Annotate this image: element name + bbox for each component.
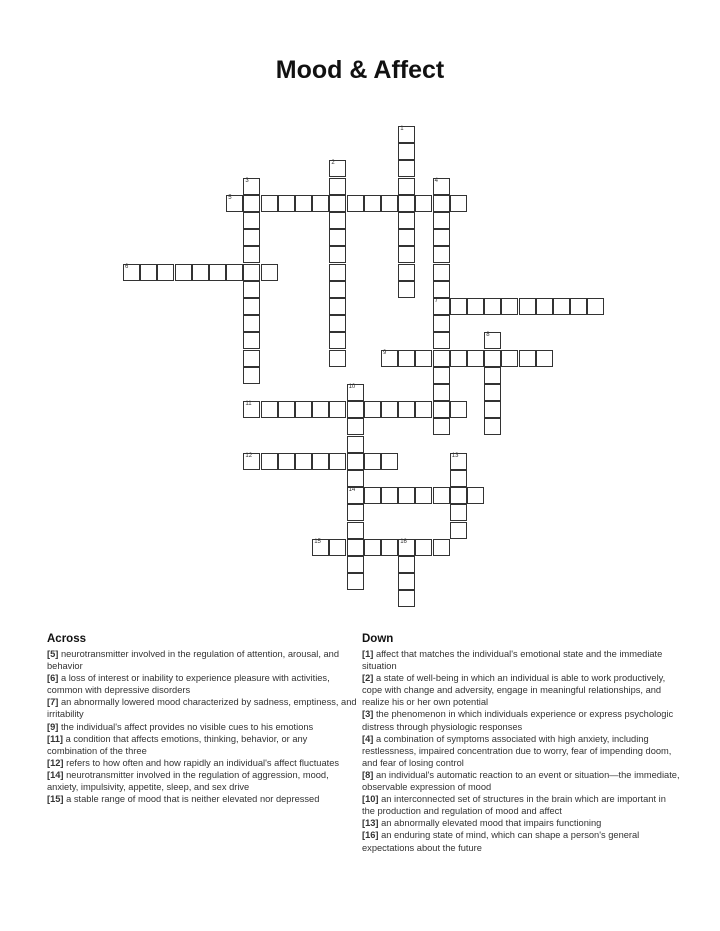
crossword-cell[interactable] (175, 264, 192, 281)
crossword-cell[interactable] (329, 264, 346, 281)
crossword-cell[interactable] (347, 573, 364, 590)
crossword-cell[interactable] (501, 298, 518, 315)
crossword-cell[interactable] (398, 590, 415, 607)
clue-number: [8] (362, 769, 374, 780)
crossword-cell[interactable] (329, 160, 346, 177)
crossword-cell[interactable] (415, 350, 432, 367)
crossword-cell[interactable] (312, 539, 329, 556)
crossword-cell[interactable] (329, 539, 346, 556)
crossword-cell[interactable] (433, 315, 450, 332)
crossword-cell[interactable] (381, 453, 398, 470)
crossword-cell[interactable] (398, 212, 415, 229)
crossword-cell[interactable] (140, 264, 157, 281)
crossword-cell[interactable] (347, 384, 364, 401)
cell-number: 16 (400, 538, 407, 545)
crossword-cell[interactable] (192, 264, 209, 281)
crossword-cell[interactable] (329, 350, 346, 367)
across-clue (47, 672, 359, 696)
clue-number: [1] (362, 649, 374, 659)
crossword-cell[interactable] (536, 298, 553, 315)
crossword-cell[interactable] (398, 264, 415, 281)
crossword-cell[interactable] (243, 264, 260, 281)
crossword-cell[interactable] (519, 298, 536, 315)
clue-text: a stable range of mood that is neither elevated nor depressed (63, 794, 320, 805)
crossword-cell[interactable] (243, 315, 260, 332)
crossword-cell[interactable] (553, 298, 570, 315)
crossword-cell[interactable] (484, 350, 501, 367)
crossword-cell[interactable] (261, 453, 278, 470)
crossword-cell[interactable] (450, 487, 467, 504)
across-clue (47, 757, 359, 769)
crossword-cell[interactable] (433, 281, 450, 298)
crossword-cell[interactable] (433, 298, 450, 315)
crossword-cell[interactable] (329, 212, 346, 229)
crossword-cell[interactable] (329, 298, 346, 315)
crossword-cell[interactable] (450, 298, 467, 315)
crossword-cell[interactable] (381, 350, 398, 367)
crossword-cell[interactable] (484, 401, 501, 418)
across-clue (47, 696, 359, 720)
clue-number: [10] (362, 794, 379, 805)
crossword-cell[interactable] (243, 401, 260, 418)
crossword-cell[interactable] (312, 195, 329, 212)
crossword-cell[interactable] (243, 246, 260, 263)
crossword-cell[interactable] (347, 436, 364, 453)
clue-number: [2] (362, 673, 374, 684)
crossword-cell[interactable] (570, 298, 587, 315)
crossword-cell[interactable] (347, 556, 364, 573)
crossword-cell[interactable] (467, 350, 484, 367)
crossword-cell[interactable] (243, 367, 260, 384)
clue-number: [14] (47, 769, 64, 780)
crossword-cell[interactable] (226, 195, 243, 212)
crossword-cell[interactable] (329, 195, 346, 212)
crossword-cell[interactable] (261, 195, 278, 212)
crossword-cell[interactable] (450, 401, 467, 418)
crossword-cell[interactable] (587, 298, 604, 315)
crossword-cell[interactable] (501, 350, 518, 367)
cell-number: 8 (486, 332, 490, 339)
crossword-cell[interactable] (347, 470, 364, 487)
clue-text: an individual's automatic reaction to an event or situation—the immediate, observable expression of mood (362, 769, 680, 793)
clue-text: the phenomenon in which individuals experience or express psychologic distress through physiologic responses (362, 709, 674, 732)
cell-number: 6 (125, 263, 129, 270)
crossword-cell[interactable] (433, 539, 450, 556)
clue-text: affect that matches the individual's emotional state and the immediate situation (362, 649, 663, 672)
clue-text: a condition that affects emotions, thinking, behavior, or any combination of the three (47, 733, 308, 756)
crossword-cell[interactable] (450, 470, 467, 487)
crossword-cell[interactable] (433, 384, 450, 401)
crossword-cell[interactable] (312, 401, 329, 418)
clue-text: an enduring state of mind, which can shape a person's general expectations about the future (362, 830, 640, 853)
down-clue (362, 648, 680, 672)
crossword-cell[interactable] (243, 212, 260, 229)
cell-number: 11 (245, 401, 252, 408)
crossword-cell[interactable] (433, 212, 450, 229)
crossword-cell[interactable] (261, 264, 278, 281)
cell-number: 12 (245, 452, 253, 459)
across-clues (47, 632, 359, 805)
crossword-cell[interactable] (398, 487, 415, 504)
clue-text: neurotransmitter involved in the regulation of aggression, mood, anxiety, impulsivity, appetite, sleep, and sex drive (47, 769, 329, 793)
crossword-cell[interactable] (433, 401, 450, 418)
crossword-cell[interactable] (347, 453, 364, 470)
crossword-cell[interactable] (433, 350, 450, 367)
cell-number: 10 (348, 384, 356, 390)
crossword-cell[interactable] (364, 487, 381, 504)
clue-number: [7] (47, 697, 59, 708)
cell-number: 5 (228, 194, 232, 201)
crossword-cell[interactable] (467, 298, 484, 315)
crossword-cell[interactable] (433, 229, 450, 246)
crossword-cell[interactable] (398, 160, 415, 177)
crossword-cell[interactable] (209, 264, 226, 281)
cell-number: 14 (348, 487, 356, 494)
clue-number: [12] (47, 757, 64, 768)
clue-text: an interconnected set of structures in the brain which are important in the production and regulation of mood and affect (362, 794, 666, 817)
clue-text: a combination of symptoms associated with high anxiety, including restlessness, impaired concentration due to worry, fear of impending doom, and fear of losing control (362, 733, 672, 768)
cell-number: 15 (314, 538, 321, 545)
crossword-cell[interactable] (398, 178, 415, 195)
down-clue-list (362, 648, 680, 854)
crossword-cell[interactable] (278, 453, 295, 470)
crossword-cell[interactable] (329, 178, 346, 195)
crossword-cell[interactable] (433, 178, 450, 195)
crossword-cell[interactable] (484, 367, 501, 384)
crossword-cell[interactable] (295, 195, 312, 212)
clue-number: [13] (362, 818, 379, 829)
down-clue (362, 708, 680, 732)
crossword-cell[interactable] (450, 504, 467, 521)
crossword-cell[interactable] (433, 367, 450, 384)
down-clue (362, 769, 680, 793)
crossword-cell[interactable] (364, 195, 381, 212)
crossword-cell[interactable] (433, 418, 450, 435)
down-clue (362, 733, 680, 769)
clue-text: a state of well-being in which an individual is able to work productively, cope with change and adversity, engage in meaningful relationships, and realize his or her own potential (362, 673, 666, 708)
page-title: Mood & Affect (275, 56, 445, 84)
clue-number: [15] (47, 794, 64, 805)
crossword-cell[interactable] (243, 281, 260, 298)
crossword-cell[interactable] (329, 332, 346, 349)
cell-number: 7 (434, 298, 438, 304)
crossword-cell[interactable] (433, 487, 450, 504)
crossword-cell[interactable] (329, 246, 346, 263)
crossword-cell[interactable] (398, 281, 415, 298)
clue-text: neurotransmitter involved in the regulation of attention, arousal, and behavior (47, 649, 340, 672)
crossword-cell[interactable] (381, 195, 398, 212)
crossword-cell[interactable] (278, 401, 295, 418)
crossword-cell[interactable] (398, 573, 415, 590)
crossword-cell[interactable] (467, 487, 484, 504)
across-clue (47, 648, 359, 672)
crossword-cell[interactable] (329, 229, 346, 246)
clue-number: [6] (47, 673, 59, 684)
crossword-cell[interactable] (519, 350, 536, 367)
crossword-cell[interactable] (398, 401, 415, 418)
crossword-cell[interactable] (329, 315, 346, 332)
crossword-cell[interactable] (484, 384, 501, 401)
crossword-cell[interactable] (243, 298, 260, 315)
crossword-cell[interactable] (278, 195, 295, 212)
crossword-cell[interactable] (261, 401, 278, 418)
crossword-cell[interactable] (536, 350, 553, 367)
crossword-cell[interactable] (398, 229, 415, 246)
down-clue (362, 829, 680, 853)
crossword-cell[interactable] (415, 539, 432, 556)
across-clue-list (47, 648, 359, 805)
crossword-cell[interactable] (347, 487, 364, 504)
crossword-cell[interactable] (398, 143, 415, 160)
cell-number: 9 (383, 349, 387, 356)
crossword-cell[interactable] (381, 539, 398, 556)
crossword-cell[interactable] (226, 264, 243, 281)
down-clue (362, 817, 680, 829)
crossword-cell[interactable] (398, 556, 415, 573)
crossword-cell[interactable] (243, 332, 260, 349)
crossword-cell[interactable] (329, 281, 346, 298)
clue-number: [11] (47, 733, 64, 744)
clue-number: [9] (47, 721, 59, 732)
crossword-cell[interactable] (398, 246, 415, 263)
across-heading: Across (47, 633, 86, 645)
clue-text: an abnormally lowered mood characterized by sadness, emptiness, and irritability (47, 697, 357, 720)
crossword-cell[interactable] (243, 195, 260, 212)
crossword-cell[interactable] (484, 332, 501, 349)
crossword-cell[interactable] (347, 195, 364, 212)
crossword-cell[interactable] (312, 453, 329, 470)
cell-number: 3 (245, 177, 249, 184)
crossword-cell[interactable] (329, 453, 346, 470)
clue-text: the individual's affect provides no visible cues to his emotions (58, 721, 314, 732)
across-clue (47, 769, 359, 793)
crossword-cell[interactable] (243, 350, 260, 367)
clue-text: a loss of interest or inability to experience pleasure with activities, common with depressive disorders (47, 673, 330, 696)
crossword-cell[interactable] (243, 178, 260, 195)
crossword-cell[interactable] (450, 195, 467, 212)
clue-number: [3] (362, 709, 374, 720)
crossword-cell[interactable] (450, 350, 467, 367)
crossword-cell[interactable] (295, 401, 312, 418)
down-clue (362, 793, 680, 817)
crossword-cell[interactable] (295, 453, 312, 470)
crossword-cell[interactable] (415, 401, 432, 418)
crossword-cell[interactable] (450, 453, 467, 470)
crossword-cell[interactable] (347, 418, 364, 435)
clue-number: [4] (362, 733, 374, 744)
crossword-cell[interactable] (364, 539, 381, 556)
crossword-cell[interactable] (347, 539, 364, 556)
across-clue (47, 733, 359, 757)
clue-text: an abnormally elevated mood that impairs functioning (378, 818, 602, 829)
crossword-cell[interactable] (364, 401, 381, 418)
cell-number: 1 (400, 126, 404, 132)
crossword-cell[interactable] (364, 453, 381, 470)
crossword-cell[interactable] (450, 522, 467, 539)
cell-number: 4 (434, 177, 438, 184)
clue-text: refers to how often and how rapidly an individual's affect fluctuates (63, 757, 340, 768)
crossword-cell[interactable] (433, 264, 450, 281)
across-clue (47, 721, 359, 733)
crossword-cell[interactable] (398, 126, 415, 143)
crossword-cell[interactable] (381, 401, 398, 418)
crossword-cell[interactable] (398, 539, 415, 556)
crossword-cell[interactable] (484, 298, 501, 315)
down-clue (362, 672, 680, 708)
clue-number: [5] (47, 649, 59, 659)
across-clue (47, 793, 359, 805)
crossword-cell[interactable] (347, 504, 364, 521)
crossword-cell[interactable] (433, 195, 450, 212)
crossword-cell[interactable] (347, 401, 364, 418)
crossword-cell[interactable] (415, 487, 432, 504)
crossword-cell[interactable] (484, 418, 501, 435)
crossword-cell[interactable] (243, 453, 260, 470)
crossword-cell[interactable] (398, 195, 415, 212)
cell-number: 13 (451, 452, 459, 459)
crossword-cell[interactable] (433, 246, 450, 263)
crossword-cell[interactable] (398, 350, 415, 367)
crossword-cell[interactable] (329, 401, 346, 418)
cell-number: 2 (331, 160, 335, 167)
crossword-cell[interactable] (157, 264, 174, 281)
crossword-cell[interactable] (243, 229, 260, 246)
down-clues (362, 632, 680, 854)
crossword-cell[interactable] (415, 195, 432, 212)
crossword-cell[interactable] (347, 522, 364, 539)
down-heading: Down (362, 633, 394, 645)
crossword-cell[interactable] (123, 264, 140, 281)
crossword-cell[interactable] (381, 487, 398, 504)
clue-number: [16] (362, 830, 379, 841)
crossword-cell[interactable] (433, 332, 450, 349)
